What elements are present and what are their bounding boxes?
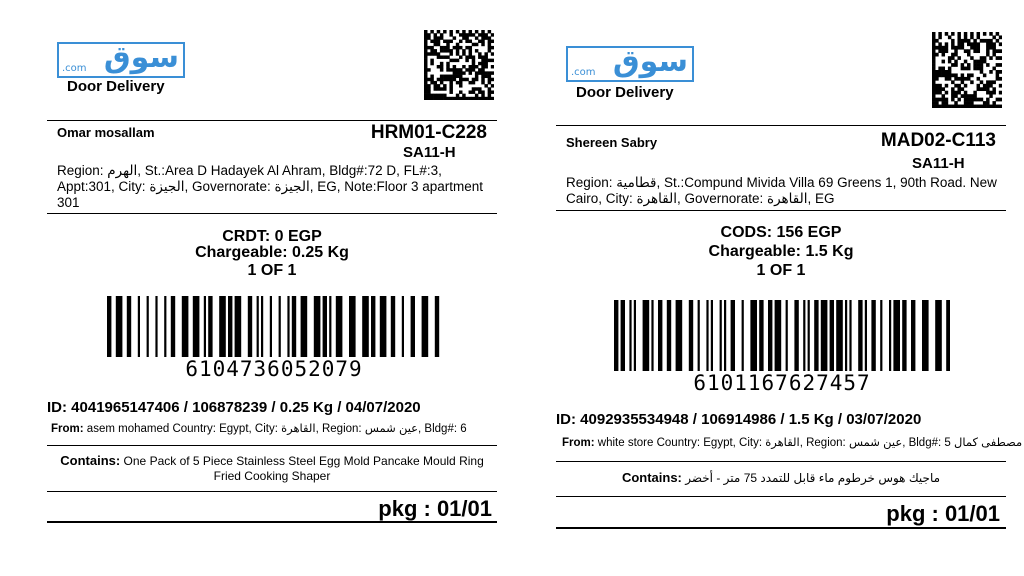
shipment-id: ID: 4041965147406 / 106878239 / 0.25 Kg / 04/07/2020 <box>47 399 421 416</box>
barcode-number: 6104736052079 <box>107 357 441 381</box>
divider <box>47 521 497 523</box>
sender-info: From: white store Country: Egypt, City: القاهرة, Region: عين شمس, Bldg#: 5 مصطفى كمال <box>562 437 1023 449</box>
divider <box>556 210 1006 211</box>
divider <box>556 461 1006 462</box>
payment-info: CODS: 156 EGP <box>720 224 842 241</box>
recipient-name: Shereen Sabry <box>566 135 658 150</box>
package-number: pkg : 01/01 <box>886 501 1000 526</box>
payment-info: CRDT: 0 EGP <box>222 228 322 245</box>
service-type: Door Delivery <box>576 84 674 101</box>
chargeable-weight: Chargeable: 0.25 Kg <box>195 244 349 261</box>
divider <box>556 496 1006 497</box>
package-contents: Contains: ماجيك هوس خرطوم ماء قابل للتمدد 75 متر - أخضر <box>621 470 941 485</box>
divider <box>556 125 1006 126</box>
recipient-name: Omar mosallam <box>57 125 155 140</box>
barcode <box>614 300 950 378</box>
service-type: Door Delivery <box>67 78 165 95</box>
divider <box>47 213 497 214</box>
divider <box>47 491 497 492</box>
divider <box>47 445 497 446</box>
shipment-id: ID: 4092935534948 / 106914986 / 1.5 Kg / 03/07/2020 <box>556 411 922 428</box>
package-contents: Contains: One Pack of 5 Piece Stainless Steel Egg Mold Pancake Mould Ring Fried Cooking Shaper <box>60 453 484 483</box>
divider <box>556 527 1006 529</box>
souq-logo: سوق .com <box>57 42 185 78</box>
divider <box>47 120 497 121</box>
package-number: pkg : 01/01 <box>378 496 492 521</box>
sender-info: From: asem mohamed Country: Egypt, City: القاهرة, Region: عين شمس, Bldg#: 6 <box>51 423 467 435</box>
sort-code: SA11-H <box>403 144 456 161</box>
barcode-number: 6101167627457 <box>614 371 950 395</box>
piece-count: 1 OF 1 <box>756 262 806 279</box>
chargeable-weight: Chargeable: 1.5 Kg <box>708 243 854 260</box>
souq-logo: سوق .com <box>566 46 694 82</box>
route-code: HRM01-C228 <box>370 122 487 143</box>
recipient-address: Region: قطامية, St.:Compund Mivida Villa 69 Greens 1, 90th Road. New Cairo, City: القاهرة, Governorate: القاهرة, EG <box>566 175 997 206</box>
recipient-address: Region: الهرم, St.:Area D Hadayek Al Ahram, Bldg#:72 D, FL#:3, Appt:301, City: الجيزة, Governorate: الجيزة, EG, Note:Floor 3 apartment 301 <box>57 163 484 210</box>
datamatrix-code <box>932 32 1002 108</box>
sort-code: SA11-H <box>912 155 965 172</box>
route-code: MAD02-C113 <box>880 130 996 151</box>
datamatrix-code <box>424 30 494 100</box>
piece-count: 1 OF 1 <box>247 262 297 279</box>
